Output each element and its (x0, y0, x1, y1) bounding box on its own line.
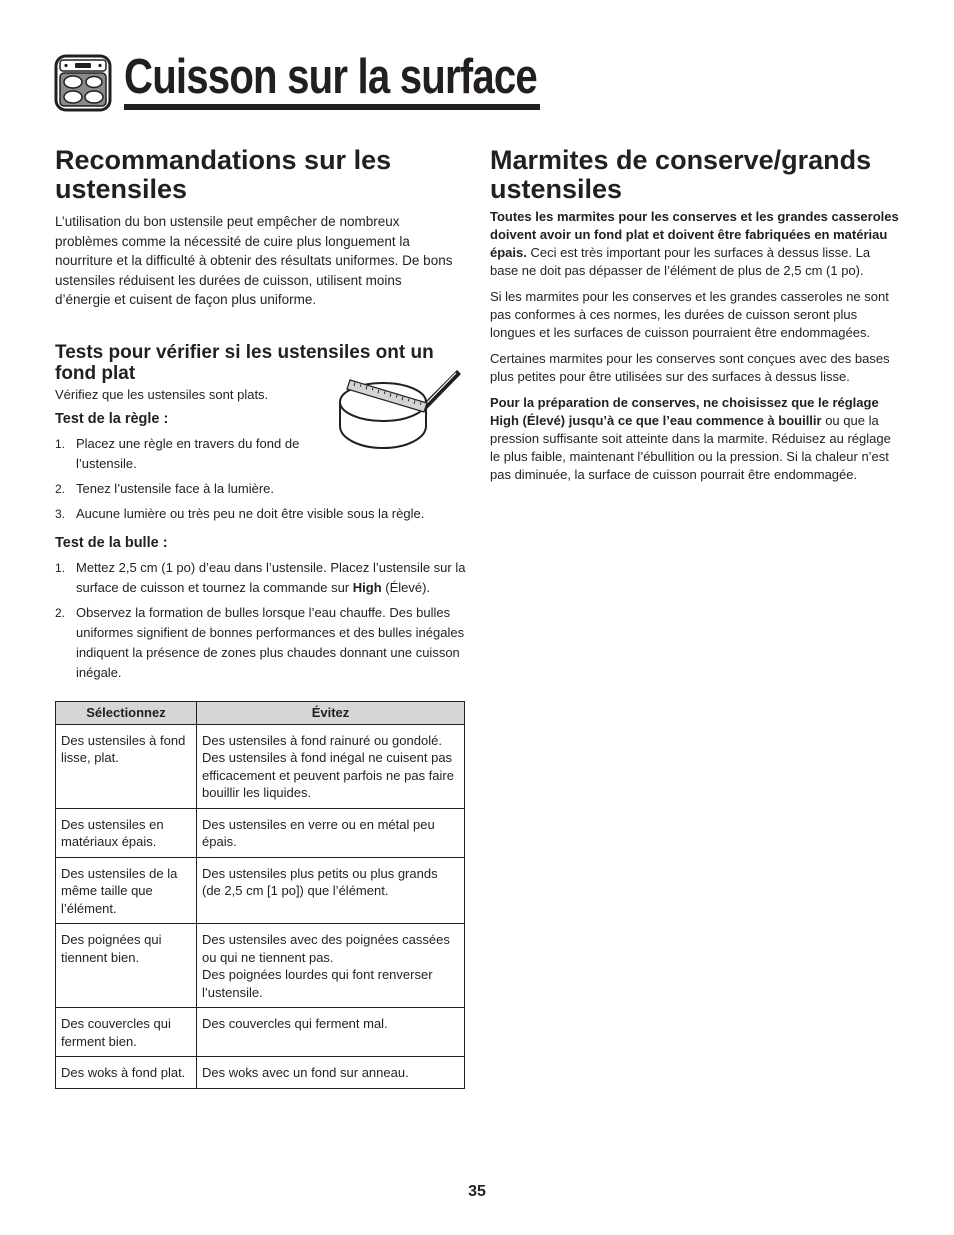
table-row (56, 724, 465, 808)
left-column (55, 146, 467, 1089)
table-header-row (56, 701, 465, 724)
title-underline (124, 104, 540, 110)
select-cell: Des poignées qui tiennent bien. (56, 924, 197, 1008)
list-item: 2. Tenez l’ustensile face à la lumière. (55, 480, 274, 496)
select-cell: Des ustensiles en matériaux épais. (56, 808, 197, 857)
cookware-intro: L’utilisation du bon ustensile peut empêcher de nombreux problèmes comme la nécessité de cuire plus longuement la nourriture et la difficulté à obtenir des résultats uniformes. De bons ustensiles réduisent les durées de cuisson, utilisent moins d’énergie et cuisent de façon plus uniforme. (55, 214, 453, 307)
bubble-test-steps (55, 558, 467, 683)
flat-test-intro: Vérifiez que les ustensiles sont plats. (55, 386, 269, 402)
table-row (56, 1008, 465, 1057)
ruler-test-title: Test de la règle : (55, 410, 169, 427)
pan-ruler-illustration (337, 364, 462, 452)
table-row (56, 808, 465, 857)
avoid-cell: Des ustensiles à fond rainuré ou gondolé. Des ustensiles à fond inégal ne cuisent pas efficacement et peuvent parfois ne pas faire bouillir les liquides. (197, 724, 465, 808)
canning-paragraph-4: Pour la préparation de conserves, ne choisissez que le réglage High (Élevé) jusqu’à ce que l’eau commence à bouillir ou que la pression suffisante soit atteinte dans la marmite. Réduisez au réglage le plus faible, maintenant l’ébullition ou la pression. Si la chaleur n’est pas diminuée, la surface de cuisson pourrait être endommagée. (490, 395, 891, 482)
page-header (54, 46, 537, 112)
column-header-avoid: Évitez (197, 701, 465, 724)
select-cell: Des woks à fond plat. (56, 1057, 197, 1089)
select-cell: Des ustensiles de la même taille que l’élément. (56, 857, 197, 924)
table-row (56, 1057, 465, 1089)
avoid-cell: Des woks avec un fond sur anneau. (197, 1057, 465, 1089)
bubble-test-title: Test de la bulle : (55, 534, 168, 551)
avoid-cell: Des ustensiles en verre ou en métal peu épais. (197, 808, 465, 857)
list-item: 1. Placez une règle en travers du fond de l’ustensile. (55, 435, 300, 471)
avoid-cell: Des ustensiles avec des poignées cassées ou qui ne tiennent pas. Des poignées lourdes qui font renverser l’ustensile. (197, 924, 465, 1008)
avoid-cell: Des couvercles qui ferment mal. (197, 1008, 465, 1057)
canning-heading: Marmites de conserve/grands ustensiles (490, 145, 872, 204)
avoid-cell: Des ustensiles plus petits ou plus grands (de 2,5 cm [1 po]) que l’élément. (197, 857, 465, 924)
cookware-heading: Recommandations sur les ustensiles (55, 145, 392, 204)
list-item: 2. Observez la formation de bulles lorsque l’eau chauffe. Des bulles uniformes signifient de bonnes performances et des bulles inégales indiquent la présence de zones plus chaudes donnant une cuisson inégale. (55, 604, 465, 680)
cookware-table (55, 701, 465, 1089)
cooktop-icon (54, 54, 112, 112)
flat-test-heading: Tests pour vérifier si les ustensiles ont un fond plat (55, 341, 434, 384)
list-item: 3. Aucune lumière ou très peu ne doit être visible sous la règle. (55, 505, 425, 521)
page-number: 35 (468, 1183, 486, 1200)
select-cell: Des ustensiles à fond lisse, plat. (56, 724, 197, 808)
select-cell: Des couvercles qui ferment bien. (56, 1008, 197, 1057)
canning-paragraph-3: Certaines marmites pour les conserves sont conçues avec des bases plus petites pour être utilisées sur des surfaces à dessus lisse. (490, 351, 890, 384)
table-row (56, 924, 465, 1008)
right-column (490, 146, 900, 484)
canning-paragraph-2: Si les marmites pour les conserves et les grandes casseroles ne sont pas conformes à ces normes, les durées de cuisson seront plus longues et les surfaces de cuisson pourraient être endommagées. (490, 289, 889, 340)
list-item: 1. Mettez 2,5 cm (1 po) d’eau dans l’ustensile. Placez l’ustensile sur la surface de cuisson et tournez la commande sur High (Élevé). (55, 559, 466, 595)
column-header-select: Sélectionnez (56, 701, 197, 724)
page-title: Cuisson sur la surface (124, 50, 537, 104)
canning-paragraph-1: Toutes les marmites pour les conserves et les grandes casseroles doivent avoir un fond plat et doivent être fabriquées en matériau épais. Ceci est très important pour les surfaces à dessus lisse. La base ne doit pas dépasser de l’élément de plus de 2,5 cm (1 po). (490, 209, 899, 278)
table-row (56, 857, 465, 924)
